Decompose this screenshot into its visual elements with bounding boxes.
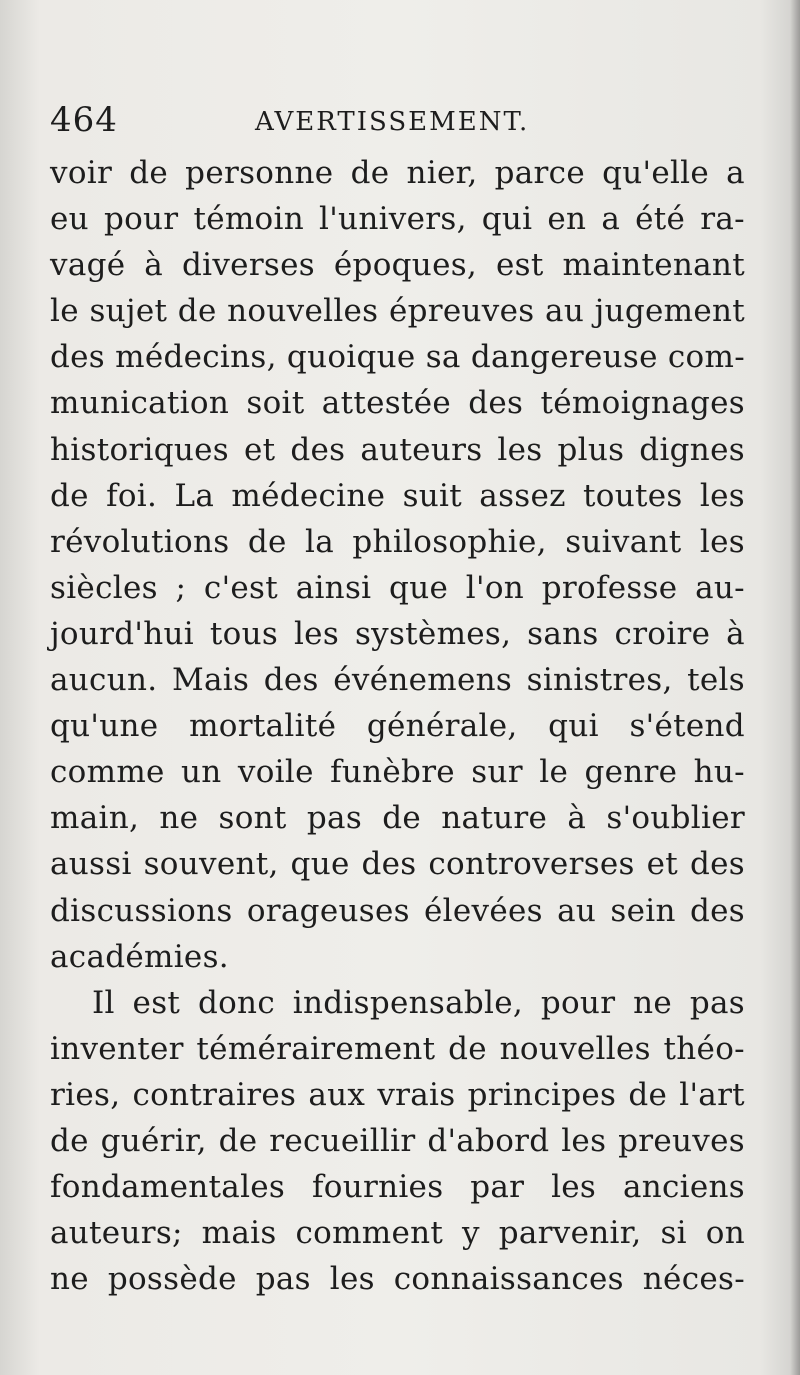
word: foi. bbox=[106, 477, 158, 514]
word: Mais bbox=[171, 662, 250, 699]
body-text bbox=[50, 150, 745, 1302]
text-line bbox=[50, 657, 745, 703]
word: principes bbox=[467, 1076, 617, 1113]
word: et bbox=[244, 431, 276, 468]
word: tous bbox=[209, 615, 279, 652]
word: toutes bbox=[583, 477, 683, 514]
page-number: 464 bbox=[50, 100, 118, 140]
word: témérairement bbox=[196, 1030, 436, 1067]
text-line bbox=[50, 1210, 745, 1256]
word: est bbox=[495, 247, 544, 284]
word: des bbox=[468, 385, 524, 422]
word: par bbox=[470, 1169, 525, 1206]
word: jourd'hui bbox=[50, 615, 194, 652]
word: qu'une bbox=[50, 708, 159, 745]
word: d'abord bbox=[427, 1122, 550, 1159]
word: a bbox=[726, 155, 745, 191]
word: des bbox=[263, 662, 319, 699]
word: de bbox=[382, 800, 422, 837]
word: orageuses bbox=[246, 892, 410, 929]
word: la bbox=[305, 523, 335, 560]
word: sein bbox=[610, 892, 676, 929]
word: qui bbox=[548, 708, 599, 745]
word: de bbox=[177, 293, 217, 330]
word: s'étend bbox=[629, 708, 745, 745]
text-line bbox=[50, 380, 745, 426]
word: un bbox=[181, 754, 222, 791]
text-line bbox=[50, 1026, 745, 1072]
text-line bbox=[50, 196, 745, 242]
word: suit bbox=[402, 477, 463, 514]
word: les bbox=[699, 477, 745, 514]
word: connaissances bbox=[393, 1261, 624, 1298]
word: diverses bbox=[182, 247, 315, 284]
word: mais bbox=[201, 1215, 277, 1252]
word: auteurs; bbox=[50, 1215, 183, 1252]
text-line bbox=[50, 703, 745, 749]
word: jugement bbox=[594, 293, 745, 330]
running-title: AVERTISSEMENT. bbox=[255, 107, 530, 137]
word: com- bbox=[667, 339, 745, 376]
word: été bbox=[635, 201, 686, 238]
text-line bbox=[50, 611, 745, 657]
word: des bbox=[290, 431, 346, 468]
word: systèmes, bbox=[354, 615, 512, 652]
page-header bbox=[50, 95, 750, 145]
text-line bbox=[50, 749, 745, 795]
word: pour bbox=[540, 984, 616, 1021]
word: indispensable, bbox=[292, 984, 524, 1021]
word: au- bbox=[695, 569, 745, 606]
word: événemens bbox=[333, 662, 513, 699]
word: néces- bbox=[642, 1261, 745, 1298]
word: attestée bbox=[321, 385, 451, 422]
word: professe bbox=[541, 569, 678, 606]
word: de bbox=[628, 1076, 668, 1113]
word: révolutions bbox=[50, 523, 230, 560]
word: ; bbox=[175, 569, 187, 606]
word: le bbox=[539, 754, 569, 791]
word: de bbox=[218, 1122, 258, 1159]
word: contraires bbox=[132, 1076, 297, 1113]
word: au bbox=[545, 293, 585, 330]
text-line bbox=[50, 1256, 745, 1302]
word: dignes bbox=[639, 431, 745, 468]
word: les bbox=[329, 1261, 375, 1298]
word: ne bbox=[159, 800, 199, 837]
word: en bbox=[547, 201, 587, 238]
word: à bbox=[726, 615, 745, 652]
word: aux bbox=[308, 1076, 366, 1113]
word: ne bbox=[633, 984, 673, 1021]
word: ne bbox=[50, 1261, 89, 1298]
word: voile bbox=[237, 754, 314, 791]
text-line bbox=[50, 841, 745, 887]
word: sur bbox=[471, 754, 523, 791]
word: guérir, bbox=[100, 1122, 207, 1159]
word: pour bbox=[103, 201, 179, 238]
word: nouvelles bbox=[227, 293, 379, 330]
word: suivant bbox=[565, 523, 682, 560]
word: pas bbox=[306, 800, 363, 837]
word: anciens bbox=[622, 1169, 745, 1206]
word: sans bbox=[527, 615, 599, 652]
word: fondamentales bbox=[50, 1169, 286, 1206]
word: de bbox=[50, 1122, 89, 1159]
word: plus bbox=[557, 431, 625, 468]
word: souvent, bbox=[143, 846, 279, 883]
word: pas bbox=[255, 1261, 311, 1298]
word: les bbox=[561, 1122, 607, 1159]
word: comme bbox=[50, 754, 165, 791]
word: possède bbox=[107, 1261, 237, 1298]
word: vagé bbox=[50, 247, 126, 284]
word: siècles bbox=[50, 569, 158, 606]
word: au bbox=[557, 892, 597, 929]
text-line bbox=[50, 427, 745, 473]
word: des bbox=[361, 846, 417, 883]
word: sont bbox=[218, 800, 287, 837]
word: eu bbox=[50, 201, 89, 238]
word: les bbox=[497, 431, 543, 468]
word: parce bbox=[494, 155, 585, 191]
word: croire bbox=[614, 615, 711, 652]
word: sinistres, bbox=[526, 662, 673, 699]
word: des bbox=[689, 892, 745, 929]
word: donc bbox=[197, 984, 275, 1021]
word: munication bbox=[50, 385, 230, 422]
word: médecine bbox=[231, 477, 386, 514]
word: l'on bbox=[465, 569, 525, 606]
text-line bbox=[50, 1164, 745, 1210]
word: comment bbox=[295, 1215, 444, 1252]
text-line bbox=[50, 934, 745, 980]
word: épreuves bbox=[388, 293, 535, 330]
word: ra- bbox=[700, 201, 745, 238]
text-line bbox=[50, 888, 745, 934]
word: maintenant bbox=[562, 247, 745, 284]
word: que bbox=[290, 846, 350, 883]
word: des bbox=[689, 846, 745, 883]
page-spine-shadow bbox=[790, 0, 800, 1375]
word: générale, bbox=[366, 708, 518, 745]
word: à bbox=[567, 800, 587, 837]
text-line bbox=[50, 795, 745, 841]
text-line bbox=[50, 1118, 745, 1164]
word: controverses bbox=[428, 846, 635, 883]
word: médecins, bbox=[115, 339, 277, 376]
word: des bbox=[50, 339, 105, 376]
word: est bbox=[132, 984, 181, 1021]
text-line bbox=[50, 565, 745, 611]
word: aussi bbox=[50, 846, 132, 883]
word: les bbox=[293, 615, 340, 652]
word: nouvelles bbox=[499, 1030, 651, 1067]
word: s'oublier bbox=[606, 800, 745, 837]
text-line bbox=[50, 334, 745, 380]
word: qui bbox=[481, 201, 533, 238]
word: tels bbox=[687, 662, 745, 699]
word: preuves bbox=[618, 1122, 745, 1159]
word: recueillir bbox=[269, 1122, 416, 1159]
word: le bbox=[50, 293, 79, 330]
word: nature bbox=[441, 800, 548, 837]
word: inventer bbox=[50, 1030, 184, 1067]
word: c'est bbox=[203, 569, 279, 606]
word: historiques bbox=[50, 431, 230, 468]
word: philosophie, bbox=[352, 523, 547, 560]
word: parvenir, bbox=[498, 1215, 642, 1252]
word: quoique bbox=[286, 339, 416, 376]
text-line bbox=[50, 242, 745, 288]
word: de bbox=[350, 155, 390, 191]
word: y bbox=[462, 1215, 480, 1252]
word: La bbox=[174, 477, 215, 514]
word: sa bbox=[425, 339, 461, 376]
word: si bbox=[660, 1215, 687, 1252]
word: sujet bbox=[89, 293, 168, 330]
word: à bbox=[144, 247, 164, 284]
word: pas bbox=[689, 984, 745, 1021]
word: auteurs bbox=[360, 431, 483, 468]
word: voir bbox=[50, 155, 113, 191]
word: soit bbox=[246, 385, 305, 422]
text-line bbox=[50, 980, 745, 1026]
word: hu- bbox=[693, 754, 745, 791]
text-line bbox=[50, 473, 745, 519]
word: élevées bbox=[424, 892, 543, 929]
text-line bbox=[50, 150, 745, 196]
word: l'art bbox=[679, 1076, 745, 1113]
word: Il bbox=[92, 984, 115, 1021]
word: de bbox=[448, 1030, 487, 1067]
word: et bbox=[646, 846, 679, 883]
word: mortalité bbox=[189, 708, 337, 745]
text-line bbox=[50, 519, 745, 565]
word: dangereuse bbox=[470, 339, 658, 376]
word: témoin bbox=[193, 201, 304, 238]
word: main, bbox=[50, 800, 140, 837]
word: vrais bbox=[377, 1076, 456, 1113]
word: aucun. bbox=[50, 662, 158, 699]
word: les bbox=[551, 1169, 597, 1206]
word: époques, bbox=[333, 247, 478, 284]
word: qu'elle bbox=[602, 155, 710, 191]
word: personne bbox=[185, 155, 334, 191]
word: a bbox=[601, 201, 621, 238]
word: de bbox=[247, 523, 287, 560]
word: funèbre bbox=[330, 754, 455, 791]
text-line bbox=[50, 288, 745, 334]
word: témoignages bbox=[540, 385, 745, 422]
word: de bbox=[50, 477, 89, 514]
word: on bbox=[705, 1215, 745, 1252]
word: assez bbox=[479, 477, 566, 514]
word: genre bbox=[584, 754, 678, 791]
word: académies. bbox=[50, 938, 229, 975]
word: nier, bbox=[406, 155, 478, 191]
word: l'univers, bbox=[319, 201, 467, 238]
word: les bbox=[699, 523, 745, 560]
word: fournies bbox=[311, 1169, 444, 1206]
text-line bbox=[50, 1072, 745, 1118]
word: de bbox=[129, 155, 169, 191]
word: ries, bbox=[50, 1076, 121, 1113]
word: que bbox=[389, 569, 449, 606]
word: discussions bbox=[50, 892, 233, 929]
word: théo- bbox=[663, 1030, 745, 1067]
word: ainsi bbox=[295, 569, 372, 606]
